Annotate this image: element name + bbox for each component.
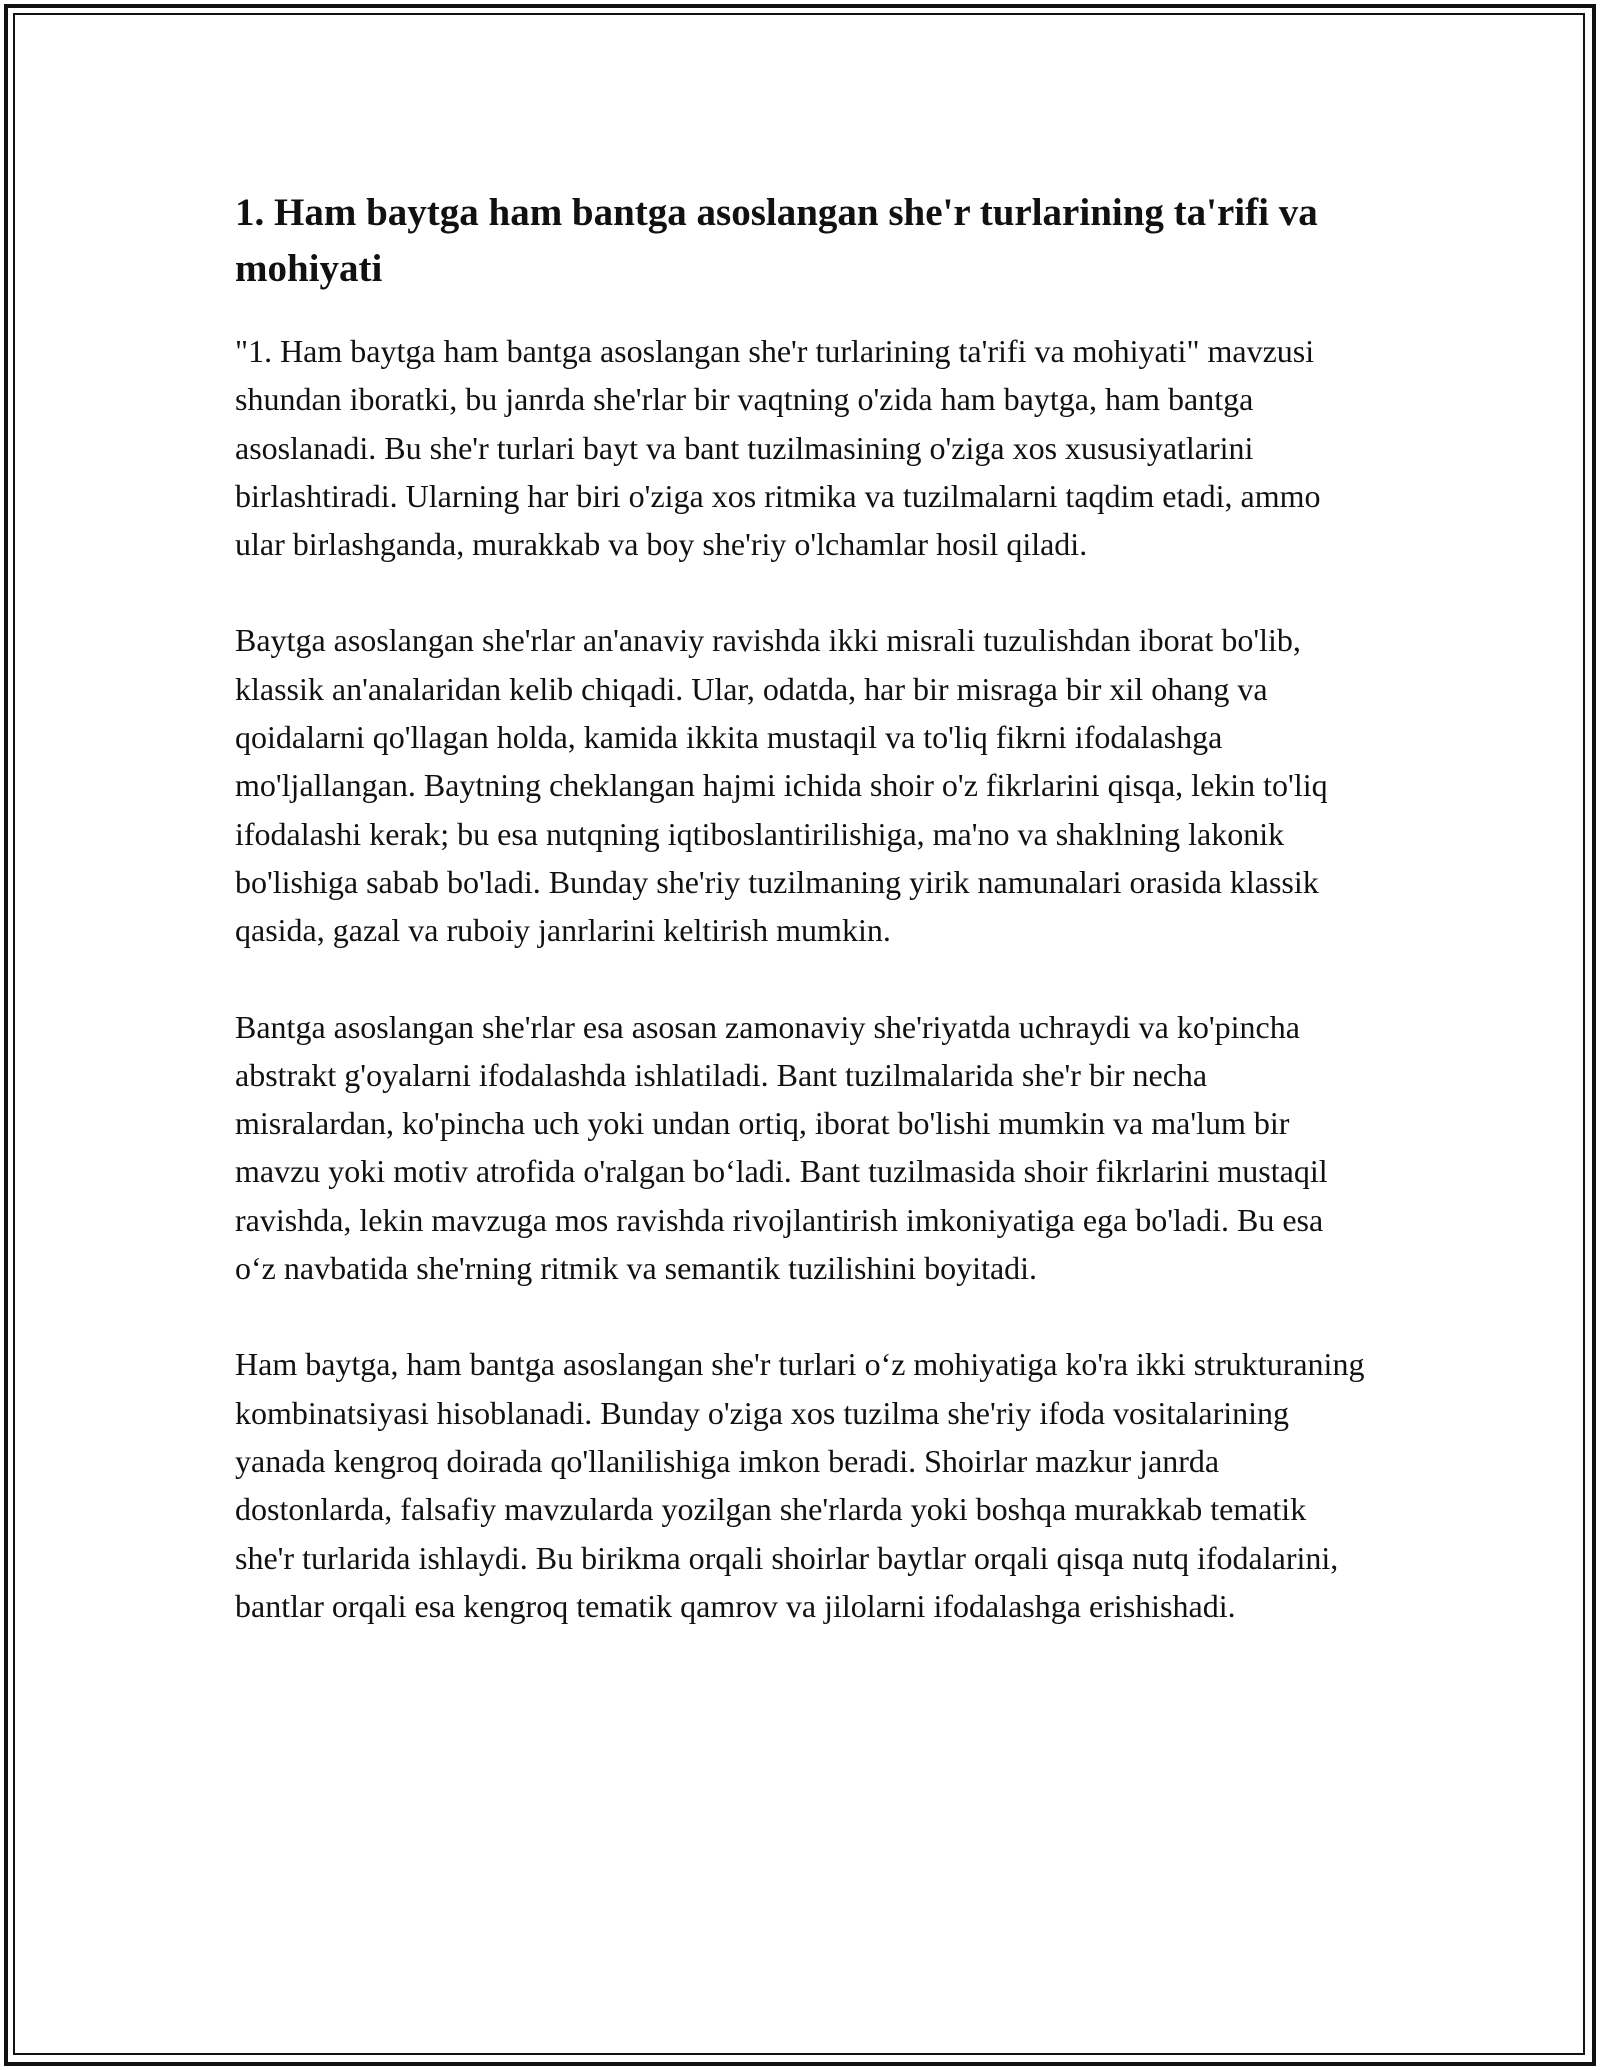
paragraph-intro: "1. Ham baytga ham bantga asoslangan she'r turlarining ta'rifi va mohiyati" mavzusi shundan iboratki, bu janrda she'rlar bir vaqtning o'zida ham baytga, ham bantga asoslanadi. Bu she'r turlari bayt va bant tuzilmasining o'ziga xos xususiyatlarini birlashtiradi. Ularning har biri o'ziga xos ritmika va tuzilmalarni taqdim etadi, ammo ular birlashganda, murakkab va boy she'riy o'lchamlar hosil qiladi. <box>235 333 1321 563</box>
section-heading: 1. Ham baytga ham bantga asoslangan she'r turlarining ta'rifi va mohiyati <box>235 191 1318 290</box>
paragraph-combination: Ham baytga, ham bantga asoslangan she'r turlari o‘z mohiyatiga ko'ra ikki strukturaning kombinatsiyasi hisoblanadi. Bunday o'ziga xos tuzilma she'riy ifoda vositalarining yanada kengroq doirada qo'llanilishiga imkon beradi. Shoirlar mazkur janrda dostonlarda, falsafiy mavzularda yozilgan she'rlarda yoki boshqa murakkab tematik she'r turlarida ishlaydi. Bu birikma orqali shoirlar baytlar orqali qisqa nutq ifodalarini, bantlar orqali esa kengroq tematik qamrov va jilolarni ifodalashga erishishadi. <box>235 1346 1365 1624</box>
paragraph-bayt: Baytga asoslangan she'rlar an'anaviy ravishda ikki misrali tuzulishdan iborat bo'lib, klassik an'analaridan kelib chiqadi. Ular, odatda, har bir misraga bir xil ohang va qoidalarni qo'llagan holda, kamida ikkita mustaqil va to'liq fikrni ifodalashga mo'ljallangan. Baytning cheklangan hajmi ichida shoir o'z fikrlarini qisqa, lekin to'liq ifodalashi kerak; bu esa nutqning iqtiboslantirilishiga, ma'no va shaklning lakonik bo'lishiga sabab bo'ladi. Bunday she'riy tuzilmaning yirik namunalari orasida klassik qasida, gazal va ruboiy janrlarini keltirish mumkin. <box>235 622 1328 949</box>
paragraph-bant: Bantga asoslangan she'rlar esa asosan zamonaviy she'riyatda uchraydi va ko'pincha abstrakt g'oyalarni ifodalashda ishlatiladi. Bant tuzilmalarida she'r bir necha misralardan, ko'pincha uch yoki undan ortiq, iborat bo'lishi mumkin va ma'lum bir mavzu yoki motiv atrofida o'ralgan bo‘ladi. Bant tuzilmasida shoir fikrlarini mustaqil ravishda, lekin mavzuga mos ravishda rivojlantirish imkoniyatiga ega bo'ladi. Bu esa o‘z navbatida she'rning ritmik va semantik tuzilishini boyitadi. <box>235 1008 1328 1287</box>
document-body <box>235 185 1365 1678</box>
